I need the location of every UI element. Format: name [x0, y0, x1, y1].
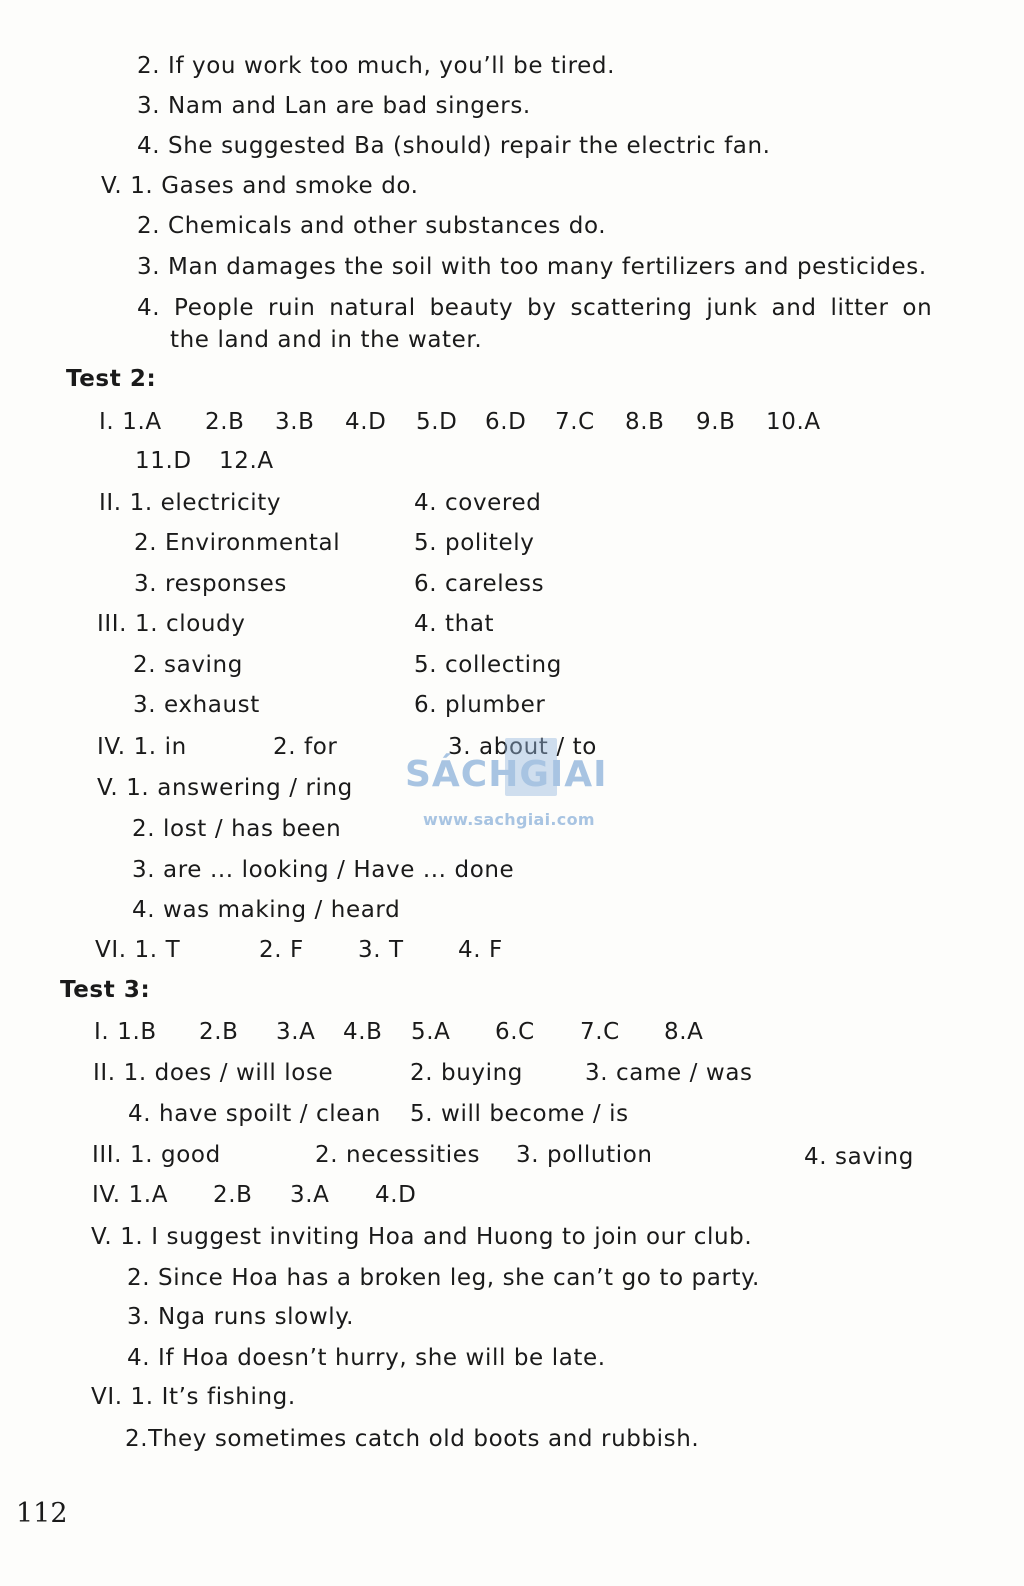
answer-item: 2. Environmental — [134, 530, 341, 556]
answer-item: 2. buying — [410, 1060, 524, 1086]
answer-line: 4. If Hoa doesn’t hurry, she will be late. — [127, 1345, 606, 1371]
answer-line: 3. Man damages the soil with too many fertilizers and pesticides. — [137, 254, 927, 280]
answer-item: 4.D — [345, 409, 387, 435]
answer-item: 4.D — [375, 1182, 417, 1208]
answer-line: VI. 1. It’s fishing. — [91, 1384, 296, 1410]
answer-item: 2.B — [205, 409, 245, 435]
answer-item: 5. politely — [414, 530, 535, 556]
answer-item: 10.A — [766, 409, 821, 435]
answer-item: 3. exhaust — [133, 692, 260, 718]
answer-item: 2. necessities — [315, 1142, 481, 1168]
watermark — [405, 752, 610, 832]
answer-item: 12.A — [219, 448, 274, 474]
answer-item: 6. plumber — [414, 692, 546, 718]
section-heading-test-2: Test 2: — [66, 366, 157, 392]
answer-line: 3. Nam and Lan are bad singers. — [137, 93, 531, 119]
watermark-url: www.sachgiai.com — [423, 810, 595, 829]
answer-line: the land and in the water. — [170, 327, 483, 353]
answer-item: 3.A — [276, 1019, 316, 1045]
answer-item: 4. saving — [804, 1144, 914, 1170]
answer-item: 6.C — [495, 1019, 535, 1045]
answer-item: 4. that — [414, 611, 495, 637]
answer-item: IV. 1.A — [92, 1182, 169, 1208]
answer-item: 4.B — [343, 1019, 383, 1045]
answer-line: 4. People ruin natural beauty by scattering junk and litter on — [137, 295, 933, 321]
answer-item: 3.B — [275, 409, 315, 435]
answer-item: 6.D — [485, 409, 527, 435]
answer-line: V. 1. I suggest inviting Hoa and Huong to join our club. — [91, 1224, 753, 1250]
answer-item: 3. about / to — [448, 734, 597, 760]
answer-item: 8.A — [664, 1019, 704, 1045]
answer-item: 2. saving — [133, 652, 243, 678]
answer-item: 3. are ... looking / Have ... done — [132, 857, 515, 883]
answer-item: V. 1. answering / ring — [97, 775, 353, 801]
answer-item: III. 1. cloudy — [97, 611, 246, 637]
answer-item: 7.C — [580, 1019, 620, 1045]
answer-item: 4. F — [458, 937, 503, 963]
answer-item: 5.D — [416, 409, 458, 435]
answer-item: 3. pollution — [516, 1142, 653, 1168]
answer-item: 9.B — [696, 409, 736, 435]
answer-line: 2.They sometimes catch old boots and rubbish. — [125, 1426, 700, 1452]
answer-item: 3. T — [358, 937, 404, 963]
answer-item: 4. have spoilt / clean — [128, 1101, 381, 1127]
answer-item: 5.A — [411, 1019, 451, 1045]
answer-item: I. 1.A — [99, 409, 162, 435]
answer-item: 2. lost / has been — [132, 816, 342, 842]
answer-item: 8.B — [625, 409, 665, 435]
section-heading-test-3: Test 3: — [60, 977, 151, 1003]
answer-item: 11.D — [135, 448, 192, 474]
answer-line: 2. Since Hoa has a broken leg, she can’t go to party. — [127, 1265, 760, 1291]
answer-line: 4. She suggested Ba (should) repair the electric fan. — [137, 133, 771, 159]
answer-item: 5. will become / is — [410, 1101, 629, 1127]
answer-line: V. 1. Gases and smoke do. — [101, 173, 419, 199]
answer-item: IV. 1. in — [97, 734, 187, 760]
answer-item: 4. covered — [414, 490, 542, 516]
answer-item: 3.A — [290, 1182, 330, 1208]
answer-item: 7.C — [555, 409, 595, 435]
answer-item: II. 1. does / will lose — [93, 1060, 334, 1086]
answer-item: 2. for — [273, 734, 338, 760]
answer-item: III. 1. good — [92, 1142, 221, 1168]
answer-item: 5. collecting — [414, 652, 562, 678]
answer-item: 2.B — [213, 1182, 253, 1208]
answer-item: I. 1.B — [94, 1019, 157, 1045]
answer-item: 3. came / was — [585, 1060, 753, 1086]
answer-item: 2. F — [259, 937, 304, 963]
answer-item: 2.B — [199, 1019, 239, 1045]
answer-item: II. 1. electricity — [99, 490, 282, 516]
watermark-text: SÁCHGIAI — [405, 754, 608, 795]
answer-line: 3. Nga runs slowly. — [127, 1304, 355, 1330]
answer-item: VI. 1. T — [95, 937, 181, 963]
answer-item: 6. careless — [414, 571, 545, 597]
answer-line: 2. Chemicals and other substances do. — [137, 213, 607, 239]
answer-item: 3. responses — [134, 571, 287, 597]
answer-line: 2. If you work too much, you’ll be tired. — [137, 53, 616, 79]
answer-item: 4. was making / heard — [132, 897, 401, 923]
page-number: 112 — [16, 1498, 68, 1529]
